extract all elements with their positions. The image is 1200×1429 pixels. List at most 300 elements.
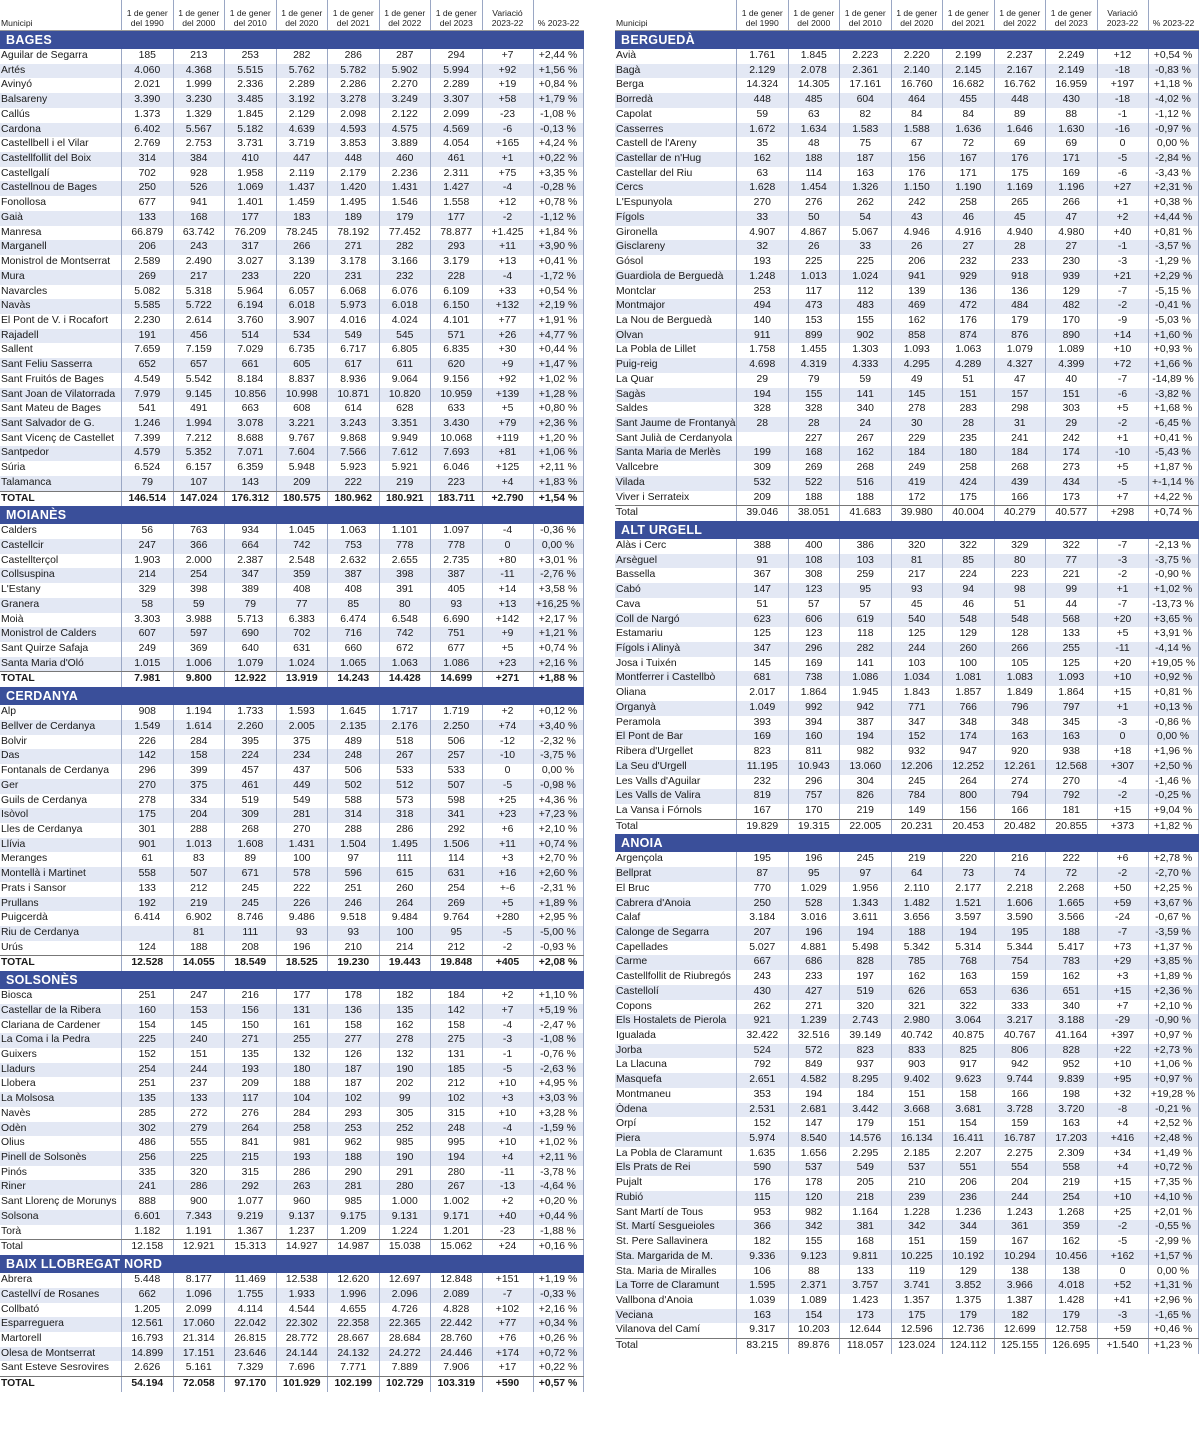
data-cell: 185 <box>121 49 173 64</box>
data-cell: -2,13 % <box>1148 539 1199 554</box>
data-cell: 5.498 <box>839 941 891 956</box>
data-cell: 2.237 <box>994 49 1046 64</box>
data-cell: +2,36 % <box>533 417 584 432</box>
data-cell: 219 <box>173 897 225 912</box>
header-cell: 1 de gener del 2023 <box>430 0 482 30</box>
data-cell: +3,28 % <box>533 1107 584 1122</box>
municipality-name: Coll de Nargó <box>616 613 680 625</box>
data-cell: 660 <box>327 642 379 657</box>
data-cell: 315 <box>430 1107 482 1122</box>
data-cell: 270 <box>121 779 173 794</box>
data-cell: 4.575 <box>379 123 431 138</box>
data-cell: 27 <box>942 240 994 255</box>
table-row <box>0 49 584 64</box>
data-cell: 1.665 <box>1045 897 1097 912</box>
data-cell: 489 <box>327 735 379 750</box>
data-cell: 189 <box>327 211 379 226</box>
data-cell: 1.063 <box>379 657 431 672</box>
data-cell: -2 <box>1097 568 1148 583</box>
data-cell: 225 <box>839 255 891 270</box>
municipality-name: Navàs <box>1 300 31 312</box>
data-cell: 2.249 <box>1045 49 1097 64</box>
municipality-name: Olius <box>1 1137 25 1149</box>
data-cell: 28 <box>994 240 1046 255</box>
data-cell: 1.191 <box>173 1225 225 1240</box>
data-cell: 5.722 <box>173 299 225 314</box>
data-cell: 651 <box>1045 985 1097 1000</box>
data-cell: 558 <box>121 867 173 882</box>
table-row <box>615 926 1199 941</box>
data-cell: +-1,14 % <box>1148 476 1199 491</box>
data-cell: 286 <box>276 1166 328 1181</box>
data-cell: 10.456 <box>1045 1250 1097 1265</box>
data-cell: 456 <box>173 329 225 344</box>
data-cell: 3.590 <box>994 911 1046 926</box>
total-row <box>0 955 584 971</box>
municipality-name: Castellcir <box>1 540 44 551</box>
data-cell: 617 <box>327 358 379 373</box>
municipality-name: Montmaneu <box>616 1088 671 1100</box>
data-cell: 222 <box>1045 852 1097 867</box>
data-cell: 46 <box>942 598 994 613</box>
data-cell: 334 <box>173 794 225 809</box>
data-cell: 27 <box>1045 240 1097 255</box>
data-cell: 1.431 <box>379 181 431 196</box>
data-cell: 246 <box>327 897 379 912</box>
data-cell: 461 <box>224 779 276 794</box>
municipality-name: Solsona <box>1 1210 39 1222</box>
data-cell: 292 <box>224 1180 276 1195</box>
data-cell: 5.342 <box>891 941 943 956</box>
data-cell: -5 <box>482 1063 533 1078</box>
data-cell: 95 <box>788 867 840 882</box>
total-cell: +24 <box>482 1240 533 1255</box>
data-cell: 16.682 <box>942 78 994 93</box>
data-cell: 549 <box>327 329 379 344</box>
data-cell: -7 <box>1097 539 1148 554</box>
municipality-name: Vallbona d'Anoia <box>616 1294 693 1306</box>
data-cell: 0,00 % <box>1148 137 1199 152</box>
data-cell: 184 <box>891 446 943 461</box>
municipality-name: Manresa <box>1 226 42 238</box>
data-cell: 167 <box>994 1235 1046 1250</box>
table-row <box>0 642 584 657</box>
data-cell: 992 <box>788 701 840 716</box>
data-cell: 661 <box>224 358 276 373</box>
data-cell: 5.314 <box>942 941 994 956</box>
data-cell: 249 <box>891 461 943 476</box>
data-cell: 119 <box>891 1265 943 1280</box>
data-cell: 0,00 % <box>533 539 584 554</box>
data-cell: 348 <box>994 716 1046 731</box>
data-cell: 291 <box>379 1166 431 1181</box>
data-cell: 2.149 <box>1045 64 1097 79</box>
data-cell: 206 <box>891 255 943 270</box>
data-cell: 133 <box>173 1092 225 1107</box>
data-cell: 33 <box>736 211 788 226</box>
data-cell: 10.068 <box>430 432 482 447</box>
data-cell: 1.006 <box>173 657 225 672</box>
data-cell: 640 <box>224 642 276 657</box>
section-title: BERGUEDÀ <box>615 31 1199 49</box>
data-cell: 5.921 <box>379 461 431 476</box>
data-cell: +15 <box>1097 985 1148 1000</box>
data-cell: 398 <box>379 568 431 583</box>
data-cell: 262 <box>736 1000 788 1015</box>
data-cell: -1 <box>482 1048 533 1063</box>
data-cell: -1 <box>1097 108 1148 123</box>
table-row <box>615 314 1199 329</box>
table-row <box>615 716 1199 731</box>
data-cell: 112 <box>839 285 891 300</box>
data-cell: 10.294 <box>994 1250 1046 1265</box>
data-cell: -2,76 % <box>533 568 584 583</box>
data-cell: 2.361 <box>839 64 891 79</box>
data-cell: 1.608 <box>224 838 276 853</box>
data-cell: 901 <box>121 838 173 853</box>
data-cell: 537 <box>891 1161 943 1176</box>
municipality-name: Sagàs <box>616 388 646 400</box>
data-cell: 293 <box>327 1107 379 1122</box>
data-cell: 12.261 <box>994 760 1046 775</box>
data-cell: 937 <box>839 1058 891 1073</box>
data-cell: 614 <box>327 402 379 417</box>
data-cell: 4.327 <box>994 358 1046 373</box>
data-cell: +0,54 % <box>1148 49 1199 64</box>
municipality-name: Sant Martí de Tous <box>616 1206 704 1218</box>
data-cell: -5 <box>482 926 533 941</box>
data-cell: 2.021 <box>121 78 173 93</box>
data-cell: 131 <box>276 1004 328 1019</box>
municipality-name: Lles de Cerdanya <box>1 823 83 835</box>
data-cell: 3.966 <box>994 1279 1046 1294</box>
data-cell: 437 <box>276 764 328 779</box>
data-cell: 250 <box>736 897 788 912</box>
data-cell: 230 <box>1045 255 1097 270</box>
data-cell: 2.176 <box>379 720 431 735</box>
data-cell: 633 <box>430 402 482 417</box>
data-cell: 6.548 <box>379 613 431 628</box>
data-cell: 921 <box>736 1014 788 1029</box>
table-row <box>0 735 584 750</box>
data-cell: 2.387 <box>224 554 276 569</box>
data-cell: 159 <box>994 970 1046 985</box>
municipality-name: Veciana <box>616 1309 653 1321</box>
data-cell: 4.579 <box>121 446 173 461</box>
data-cell: 16.134 <box>891 1132 943 1147</box>
table-row <box>0 240 584 255</box>
data-cell: 2.531 <box>736 1103 788 1118</box>
data-cell: 519 <box>224 794 276 809</box>
data-cell: 277 <box>327 1033 379 1048</box>
data-cell: 430 <box>736 985 788 1000</box>
header-cell: 1 de gener del 1990 <box>121 0 173 30</box>
data-cell: +76 <box>482 1332 533 1347</box>
data-cell: 78.877 <box>430 226 482 241</box>
data-cell: +0,97 % <box>1148 1073 1199 1088</box>
municipality-name: Capolat <box>616 108 652 120</box>
total-cell: 7.981 <box>121 672 173 687</box>
data-cell: 178 <box>327 989 379 1004</box>
data-cell: -1,12 % <box>533 211 584 226</box>
data-cell: +33 <box>482 285 533 300</box>
data-cell: 6.046 <box>430 461 482 476</box>
table-row <box>0 93 584 108</box>
data-cell: 12.736 <box>942 1323 994 1338</box>
header-cell: 1 de gener del 2000 <box>173 0 225 30</box>
data-cell: 176 <box>942 314 994 329</box>
data-cell: -5 <box>1097 1235 1148 1250</box>
data-cell: 5.318 <box>173 285 225 300</box>
data-cell: 549 <box>276 794 328 809</box>
data-cell: 243 <box>736 970 788 985</box>
data-cell: 3.757 <box>839 1279 891 1294</box>
data-cell: 47 <box>994 373 1046 388</box>
data-cell: 778 <box>430 539 482 554</box>
data-cell: 288 <box>327 823 379 838</box>
data-cell: 512 <box>379 779 431 794</box>
data-cell: 4.368 <box>173 64 225 79</box>
data-cell: 219 <box>839 804 891 819</box>
data-cell: 292 <box>430 823 482 838</box>
municipality-name: Granera <box>1 598 40 610</box>
municipality-name: La Torre de Claramunt <box>616 1280 720 1292</box>
table-row <box>0 64 584 79</box>
municipality-name: Montellà i Martinet <box>1 868 86 880</box>
data-cell: -3,59 % <box>1148 926 1199 941</box>
data-cell: 294 <box>430 49 482 64</box>
data-cell: 176 <box>891 167 943 182</box>
table-row <box>615 598 1199 613</box>
data-cell: 166 <box>994 804 1046 819</box>
table-row <box>0 1004 584 1019</box>
data-cell: 17.060 <box>173 1317 225 1332</box>
data-cell: 3.668 <box>891 1103 943 1118</box>
data-cell: -24 <box>1097 911 1148 926</box>
data-cell: 31 <box>994 417 1046 432</box>
data-cell: +9 <box>482 358 533 373</box>
data-cell: -4 <box>482 524 533 539</box>
data-cell: 224 <box>942 568 994 583</box>
section-title: BAGES <box>0 31 584 49</box>
total-cell: 72.058 <box>173 1377 225 1392</box>
data-cell: +1,84 % <box>533 226 584 241</box>
municipality-name: Cabrera d'Anoia <box>616 897 691 909</box>
data-cell: 9.219 <box>224 1210 276 1225</box>
data-cell: +3,65 % <box>1148 613 1199 628</box>
total-cell: 183.711 <box>430 492 482 507</box>
data-cell: 1.086 <box>839 671 891 686</box>
data-cell: 408 <box>327 583 379 598</box>
data-cell: 1.504 <box>327 838 379 853</box>
table-row <box>615 343 1199 358</box>
total-cell: 20.453 <box>942 820 994 835</box>
data-cell: 1.719 <box>430 705 482 720</box>
total-cell: 18.525 <box>276 956 328 971</box>
data-cell: 14.899 <box>121 1347 173 1362</box>
data-cell: 2.005 <box>276 720 328 735</box>
header-cell: % 2023-22 <box>533 0 584 30</box>
municipality-name: Olesa de Montserrat <box>1 1347 96 1359</box>
data-cell: 1.864 <box>1045 686 1097 701</box>
data-cell: -0,25 % <box>1148 789 1199 804</box>
table-row <box>0 989 584 1004</box>
data-cell: 2.753 <box>173 137 225 152</box>
data-cell: 152 <box>891 730 943 745</box>
data-cell: 188 <box>173 941 225 956</box>
data-cell: 100 <box>379 926 431 941</box>
table-row <box>0 1332 584 1347</box>
data-cell: 982 <box>839 745 891 760</box>
data-cell: 102 <box>430 1092 482 1107</box>
data-cell: -0,13 % <box>533 123 584 138</box>
data-cell: 77.452 <box>379 226 431 241</box>
total-cell: 12.921 <box>173 1240 225 1255</box>
municipality-name: Igualada <box>616 1030 656 1041</box>
data-cell: 88 <box>788 1265 840 1280</box>
data-cell: -4 <box>482 1019 533 1034</box>
data-cell: -5 <box>1097 476 1148 491</box>
table-row <box>615 1309 1199 1324</box>
table-row <box>0 941 584 956</box>
data-cell: 1.454 <box>788 181 840 196</box>
municipality-name: Balsareny <box>1 94 48 106</box>
data-cell: 2.223 <box>839 49 891 64</box>
data-cell: +4,95 % <box>533 1077 584 1092</box>
data-cell: 1.614 <box>173 720 225 735</box>
data-cell: -6 <box>1097 167 1148 182</box>
data-cell: 296 <box>788 642 840 657</box>
total-row <box>615 1338 1199 1354</box>
data-cell: +22 <box>1097 1044 1148 1059</box>
data-cell: 4.698 <box>736 358 788 373</box>
data-cell: +1,10 % <box>533 989 584 1004</box>
total-label: TOTAL <box>1 673 35 685</box>
data-cell: 97 <box>327 852 379 867</box>
data-cell: 45 <box>994 211 1046 226</box>
data-cell: 9.145 <box>173 388 225 403</box>
data-cell: 264 <box>942 775 994 790</box>
data-cell: 1.083 <box>994 671 1046 686</box>
municipality-name: Ger <box>1 779 19 791</box>
data-cell: 9.764 <box>430 911 482 926</box>
data-cell: 506 <box>430 735 482 750</box>
data-cell: 7.906 <box>430 1361 482 1376</box>
data-cell: 6.601 <box>121 1210 173 1225</box>
data-cell: 9.175 <box>327 1210 379 1225</box>
total-cell: +2,08 % <box>533 956 584 971</box>
data-cell: +1,79 % <box>533 93 584 108</box>
data-cell: 258 <box>276 1122 328 1137</box>
data-cell: +2,16 % <box>533 1303 584 1318</box>
data-cell: 427 <box>788 985 840 1000</box>
data-cell: -3,82 % <box>1148 388 1199 403</box>
data-cell: 301 <box>121 823 173 838</box>
data-cell: 902 <box>839 329 891 344</box>
data-cell: 1.506 <box>430 838 482 853</box>
table-row <box>0 1107 584 1122</box>
data-cell: 80 <box>379 598 431 613</box>
data-cell: 162 <box>379 1019 431 1034</box>
data-cell: -2 <box>1097 867 1148 882</box>
municipality-name: La Quar <box>616 373 654 385</box>
table-row <box>0 123 584 138</box>
data-cell: 151 <box>891 1235 943 1250</box>
data-cell: 502 <box>327 779 379 794</box>
data-cell: 783 <box>1045 955 1097 970</box>
data-cell: 3.307 <box>430 93 482 108</box>
data-cell: 2.135 <box>327 720 379 735</box>
municipality-name: Guardiola de Berguedà <box>616 270 724 282</box>
data-cell: +0,46 % <box>1148 1323 1199 1338</box>
data-cell: 296 <box>788 775 840 790</box>
data-cell: 97 <box>839 867 891 882</box>
table-row <box>0 1151 584 1166</box>
total-cell: +2.790 <box>482 492 533 507</box>
data-cell: -2 <box>1097 299 1148 314</box>
data-cell: -3 <box>1097 716 1148 731</box>
data-cell: 4.881 <box>788 941 840 956</box>
municipality-name: Les Valls de Valira <box>616 790 701 802</box>
data-cell: 245 <box>891 775 943 790</box>
data-cell: +1,89 % <box>533 897 584 912</box>
municipality-name: Das <box>1 750 20 762</box>
total-cell: 89.876 <box>788 1339 840 1354</box>
data-cell: 40 <box>1045 373 1097 388</box>
data-cell: 124 <box>121 941 173 956</box>
municipality-name: Cercs <box>616 182 644 194</box>
data-cell: 347 <box>891 716 943 731</box>
data-cell: 253 <box>736 285 788 300</box>
data-cell: +0,97 % <box>1148 1029 1199 1044</box>
total-row <box>0 1376 584 1392</box>
data-cell: 545 <box>379 329 431 344</box>
data-cell: -4,64 % <box>533 1180 584 1195</box>
data-cell: +1,56 % <box>533 64 584 79</box>
data-cell: 259 <box>839 568 891 583</box>
data-cell: 178 <box>788 1176 840 1191</box>
municipality-name: El Pont de Bar <box>616 731 684 743</box>
data-cell: 40.742 <box>891 1029 943 1044</box>
data-cell: 16.793 <box>121 1332 173 1347</box>
data-cell: 4.907 <box>736 226 788 241</box>
data-cell: +1,18 % <box>1148 78 1199 93</box>
data-cell: 232 <box>379 270 431 285</box>
data-cell: 264 <box>224 1122 276 1137</box>
data-cell: 196 <box>276 941 328 956</box>
data-cell: 103 <box>839 554 891 569</box>
data-cell: 1.357 <box>891 1294 943 1309</box>
data-cell: 4.544 <box>276 1303 328 1318</box>
data-cell: -1,46 % <box>1148 775 1199 790</box>
data-cell: 47 <box>1045 211 1097 226</box>
table-row <box>0 1210 584 1225</box>
municipality-name: Gaià <box>1 211 23 223</box>
municipality-name: Collbató <box>1 1303 40 1315</box>
data-cell: 770 <box>736 882 788 897</box>
data-cell: +13 <box>482 255 533 270</box>
table-row <box>615 1279 1199 1294</box>
table-row <box>0 108 584 123</box>
table-row <box>615 285 1199 300</box>
data-cell: +0,72 % <box>1148 1161 1199 1176</box>
municipality-name: Guixers <box>1 1049 37 1060</box>
data-cell: 626 <box>891 985 943 1000</box>
data-cell: 275 <box>430 1033 482 1048</box>
data-cell: 267 <box>839 432 891 447</box>
data-cell: -4,14 % <box>1148 642 1199 657</box>
data-cell: +4,24 % <box>533 137 584 152</box>
